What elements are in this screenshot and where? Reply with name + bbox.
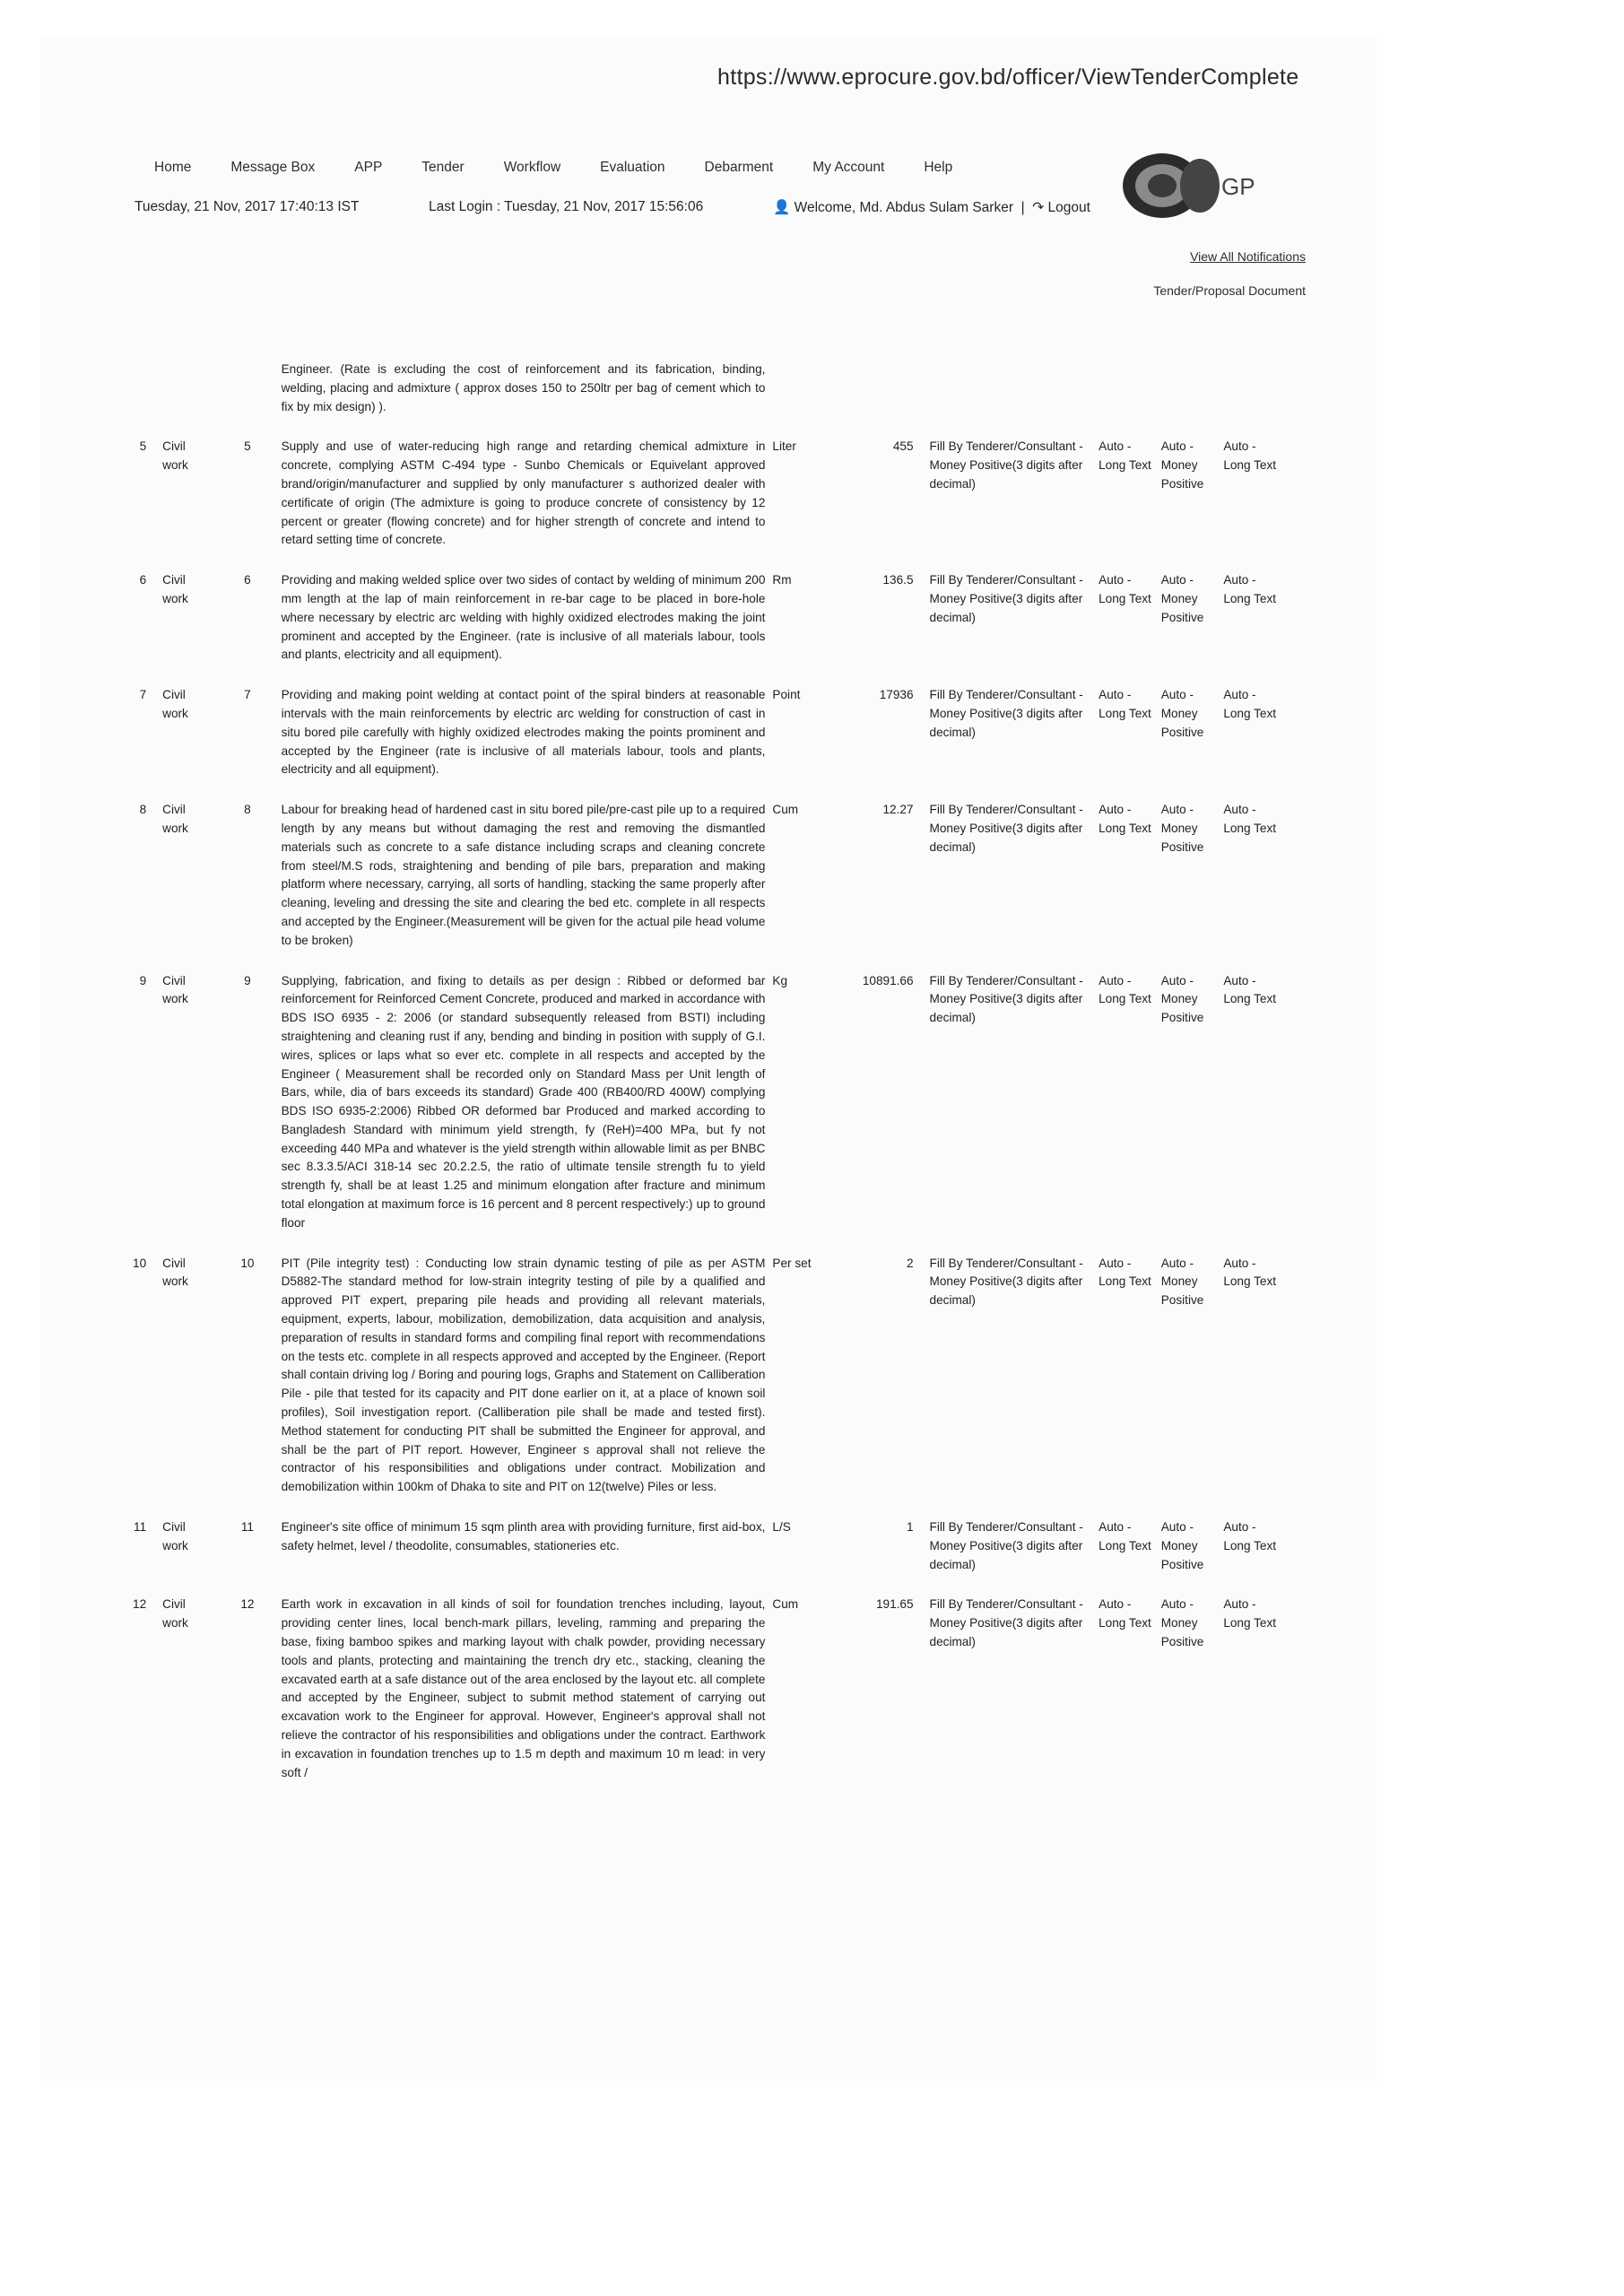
row-quantity: 2	[906, 1256, 914, 1270]
row-datatype-1: Auto - Long Text	[1099, 1520, 1151, 1552]
row-datatype-3	[1220, 361, 1282, 438]
row-group: Civil work	[162, 1520, 188, 1552]
row-datatype-1: Auto - Long Text	[1099, 803, 1151, 835]
row-group: Civil work	[162, 1256, 188, 1289]
user-icon: 👤	[773, 200, 795, 215]
row-group: Civil work	[162, 439, 188, 473]
row-unit: Point	[772, 688, 801, 702]
row-sl-no: 6	[139, 573, 147, 587]
row-quantity: 191.65	[875, 1597, 914, 1612]
row-quantity: 12.27	[882, 803, 914, 817]
row-item-no: 5	[244, 439, 251, 454]
view-notifications-link[interactable]: View All Notifications	[1190, 249, 1306, 264]
nav-tender[interactable]: Tender	[421, 160, 465, 175]
current-datetime: Tuesday, 21 Nov, 2017 17:40:13 IST	[135, 199, 360, 214]
row-datatype-2	[1158, 361, 1220, 438]
welcome-text: Welcome, Md. Abdus Sulam Sarker	[794, 200, 1013, 215]
nav-app[interactable]: APP	[354, 160, 383, 175]
row-datatype-2: Auto - Money Positive	[1160, 439, 1204, 491]
row-fill-by: Fill By Tenderer/Consultant - Money Positive(3 digits after decimal)	[929, 803, 1083, 854]
row-datatype-2: Auto - Money Positive	[1160, 688, 1204, 739]
row-quantity: 10891.66	[862, 973, 914, 987]
row-group: Civil work	[162, 1597, 188, 1631]
row-datatype-3: Auto - Long Text	[1223, 439, 1277, 473]
row-group: Civil work	[162, 803, 188, 835]
row-fill-by: Fill By Tenderer/Consultant - Money Positive(3 digits after decimal)	[929, 973, 1083, 1025]
row-datatype-3: Auto - Long Text	[1223, 1520, 1277, 1552]
row-quantity: 17936	[879, 688, 914, 702]
row-unit	[769, 361, 839, 438]
nav-workflow[interactable]: Workflow	[503, 160, 561, 175]
row-datatype-2: Auto - Money Positive	[1160, 573, 1204, 624]
row-description: Providing and making welded splice over two sides of contact by welding of minimum 200 mm length at the lap of main reinforcement in re-bar cage to be placed in bore-hole where necessary by electric arc welding with highly oxidized electrodes making the joint prominent and accepted by the Engineer. (rate is inclusive of all materials labour, tools and plants, electricity and all equipment).	[281, 573, 766, 662]
row-datatype-1	[1095, 361, 1158, 438]
gp-logo-icon	[1110, 148, 1263, 224]
row-description: Engineer's site office of minimum 15 sqm plinth area with providing furniture, first aid-box, safety helmet, level / theodolite, consumables, stationeries etc.	[281, 1520, 766, 1552]
row-datatype-2: Auto - Money Positive	[1160, 1597, 1204, 1649]
row-quantity: 1	[906, 1520, 914, 1535]
row-unit: Per set	[772, 1256, 812, 1270]
table-row	[117, 1255, 1282, 1518]
row-datatype-2: Auto - Money Positive	[1160, 1520, 1204, 1571]
row-description: Providing and making point welding at contact point of the spiral binders at reasonable intervals with the main reinforcements by electric arc welding for construction of cast in situ bored pile carefully with highly oxidized electrodes making the points prominent and accepted by the Engineer (rate is inclusive of all materials labour, tools and plants, electricity and all equipment).	[281, 688, 766, 777]
row-sl-no: 8	[139, 803, 147, 817]
row-unit: Rm	[772, 573, 792, 587]
row-datatype-2: Auto - Money Positive	[1160, 803, 1204, 854]
row-datatype-2: Auto - Money Positive	[1160, 973, 1204, 1025]
row-group	[159, 361, 217, 438]
nav-evaluation[interactable]: Evaluation	[600, 160, 665, 175]
nav-help[interactable]: Help	[924, 160, 953, 175]
row-fill-by: Fill By Tenderer/Consultant - Money Positive(3 digits after decimal)	[929, 1256, 1083, 1308]
row-datatype-1: Auto - Long Text	[1099, 973, 1151, 1006]
row-unit: Cum	[772, 803, 799, 817]
row-datatype-1: Auto - Long Text	[1099, 439, 1151, 473]
table-row	[117, 438, 1282, 571]
row-sl-no: 9	[139, 973, 147, 987]
row-datatype-1: Auto - Long Text	[1099, 688, 1151, 720]
row-fill-by: Fill By Tenderer/Consultant - Money Positive(3 digits after decimal)	[929, 1520, 1083, 1571]
row-sl-no: 12	[133, 1597, 147, 1612]
row-group: Civil work	[162, 973, 188, 1006]
row-unit: Liter	[772, 439, 796, 454]
row-description: Earth work in excavation in all kinds of soil for foundation trenches including, layout, providing center lines, local bench-mark pillars, leveling, ramming and preparing the base, fixing bamboo spikes and marking layout with chalk powder, providing necessary tools and plants, protecting and maintaining the trench dry etc., stacking, cleaning the excavated earth at a safe distance out of the area enclosed by the layout etc. all complete and accepted by the Engineer, subject to submit method statement of carrying out excavation work to the Engineer for approval. However, Engineer's approval shall not relieve the contractor of his responsibilities and obligations under the contract. Earthwork in excavation in foundation trenches up to 1.5 m depth and maximum 10 m lead: in very soft /	[281, 1597, 766, 1779]
logout-link[interactable]: Logout	[1047, 200, 1090, 215]
nav-debarment[interactable]: Debarment	[704, 160, 774, 175]
row-item-no	[217, 361, 277, 438]
row-item-no: 10	[240, 1256, 255, 1270]
row-datatype-2: Auto - Money Positive	[1160, 1256, 1204, 1308]
separator: |	[1017, 200, 1029, 215]
row-item-no: 8	[244, 803, 251, 817]
row-sl-no	[117, 361, 159, 438]
row-fill-by: Fill By Tenderer/Consultant - Money Positive(3 digits after decimal)	[929, 1597, 1083, 1649]
table-row	[117, 1518, 1282, 1596]
row-quantity	[839, 361, 926, 438]
row-description: Engineer. (Rate is excluding the cost of reinforcement and its fabrication, binding, welding, placing and admixture ( approx doses 150 to 250ltr per bag of cement which to fix by mix design) ).	[281, 362, 766, 413]
row-description: Supplying, fabrication, and fixing to details as per design : Ribbed or deformed bar reinforcement for Reinforced Cement Concrete, produced and marked in accordance with BDS ISO 6935 - 2: 2006 (or standard subsequently released from BSTI) including straightening and cleaning rust if any, bending and binding in position with supply of G.I. wires, splices or laps what so ever etc. complete in all respects and accepted by the Engineer ( Measurement shall be recorded only on Standard Mass per Unit length of Bars, while, dia of bars exceeds its standard) Grade 400 (RB400/RD 400W) complying BDS ISO 6935-2:2006) Ribbed OR deformed bar Produced and marked according to Bangladesh Standard with minimum yield strength, fy (ReH)=400 MPa, but fy not exceeding 440 MPa and whatever is the yield strength within allowable limit as per BNBC sec 8.3.3.5/ACI 318-14 sec 20.2.2.5, the ratio of ultimate tensile strength fu to yield strength fy, shall be at least 1.25 and minimum elongation after fracture and minimum total elongation at maximum force is 16 percent and 8 percent respectively:) up to ground floor	[281, 973, 766, 1230]
row-group: Civil work	[162, 688, 188, 720]
row-sl-no: 10	[133, 1256, 147, 1270]
row-datatype-3: Auto - Long Text	[1223, 573, 1277, 605]
row-unit: Kg	[772, 973, 788, 987]
row-fill-by	[926, 361, 1096, 438]
row-sl-no: 5	[139, 439, 147, 454]
row-item-no: 7	[244, 688, 251, 702]
row-item-no: 9	[244, 973, 251, 987]
logout-icon[interactable]: ↷	[1032, 200, 1048, 215]
row-item-no: 6	[244, 573, 251, 587]
table-row	[117, 571, 1282, 686]
row-unit: L/S	[772, 1520, 791, 1535]
row-datatype-3: Auto - Long Text	[1223, 688, 1277, 720]
row-item-no: 12	[240, 1597, 255, 1612]
row-description: PIT (Pile integrity test) : Conducting low strain dynamic testing of pile as per ASTM D5882-The standard method for low-strain integrity testing of pile by a qualified and approved PIT expert, preparing pile heads and providing all relevant materials, equipment, experts, labour, mobilization, demobilization, data acquisition and analysis, preparation of results in standard forms and compiling final report with recommendations on the tests etc. complete in all respects approved and accepted by the Engineer. (Report shall contain driving log / Boring and pouring logs, Graphs and Statement on Calliberation Pile - pile that tested for its capacity and PIT done earlier on it, at a place of known soil profiles), Soil investigation report. (Calliberation pile shall be made and tested first). Method statement for conducting PIT shall be submitted the Engineer for approval, and shall be the part of PIT report. However, Engineer s approval shall not relieve the contractor of his responsibilities and obligations under contract. Mobilization and demobilization within 100km of Dhaka to site and PIT on 12(twelve) Piles or less.	[281, 1256, 766, 1494]
svg-text:GP: GP	[1221, 173, 1255, 200]
table-row	[117, 1596, 1282, 1804]
row-datatype-1: Auto - Long Text	[1099, 1597, 1151, 1631]
row-fill-by: Fill By Tenderer/Consultant - Money Positive(3 digits after decimal)	[929, 439, 1083, 491]
row-unit: Cum	[772, 1597, 799, 1612]
row-datatype-3: Auto - Long Text	[1223, 1256, 1277, 1289]
row-quantity: 136.5	[882, 573, 914, 587]
row-datatype-1: Auto - Long Text	[1099, 573, 1151, 605]
row-fill-by: Fill By Tenderer/Consultant - Money Positive(3 digits after decimal)	[929, 688, 1083, 739]
nav-my-account[interactable]: My Account	[812, 160, 885, 175]
table-row	[117, 686, 1282, 801]
top-navigation	[154, 160, 952, 176]
row-datatype-1: Auto - Long Text	[1099, 1256, 1151, 1289]
row-description: Supply and use of water-reducing high range and retarding chemical admixture in concrete, complying ASTM C-494 type - Sunbo Chemicals or Equivelant approved brand/origin/manufacturer and supplied by only manufacturer s authorized dealer with certificate of origin (The admixture is going to produce concrete of consistency by 12 percent or greater (flowing concrete) and for higher strength of concrete and intend to retard setting time of concrete.	[281, 439, 766, 547]
boq-table	[117, 361, 1282, 1804]
row-datatype-3: Auto - Long Text	[1223, 973, 1277, 1006]
row-datatype-3: Auto - Long Text	[1223, 1597, 1277, 1631]
table-row	[117, 801, 1282, 971]
row-quantity: 455	[892, 439, 914, 454]
table-row	[117, 972, 1282, 1255]
welcome-user	[773, 199, 1090, 216]
row-item-no: 11	[240, 1520, 254, 1535]
table-row	[117, 361, 1282, 438]
row-datatype-3: Auto - Long Text	[1223, 803, 1277, 835]
row-fill-by: Fill By Tenderer/Consultant - Money Positive(3 digits after decimal)	[929, 573, 1083, 624]
row-sl-no: 11	[134, 1520, 147, 1535]
nav-message-box[interactable]: Message Box	[230, 160, 316, 175]
row-description: Labour for breaking head of hardened cast in situ bored pile/pre-cast pile up to a required length by any means but without damaging the rest and removing the dismantled materials such as concrete to a safe distance including scraps and cleaning concrete from steel/M.S rods, straightening and bending of pile bars, preparation and making platform where necessary, carrying, all sorts of handling, stacking the same properly after cleaning, leveling and dressing the site and clearing the bed etc. complete in all respects and accepted by the Engineer.(Measurement will be given for the actual pile head volume to be broken)	[281, 803, 766, 947]
document-title: Tender/Proposal Document	[1153, 283, 1306, 298]
row-sl-no: 7	[139, 688, 147, 702]
page-url: https://www.eprocure.gov.bd/officer/ViewTenderComplete	[717, 65, 1299, 90]
row-group: Civil work	[162, 573, 188, 605]
last-login: Last Login : Tuesday, 21 Nov, 2017 15:56:06	[429, 199, 704, 214]
nav-home[interactable]: Home	[154, 160, 192, 175]
